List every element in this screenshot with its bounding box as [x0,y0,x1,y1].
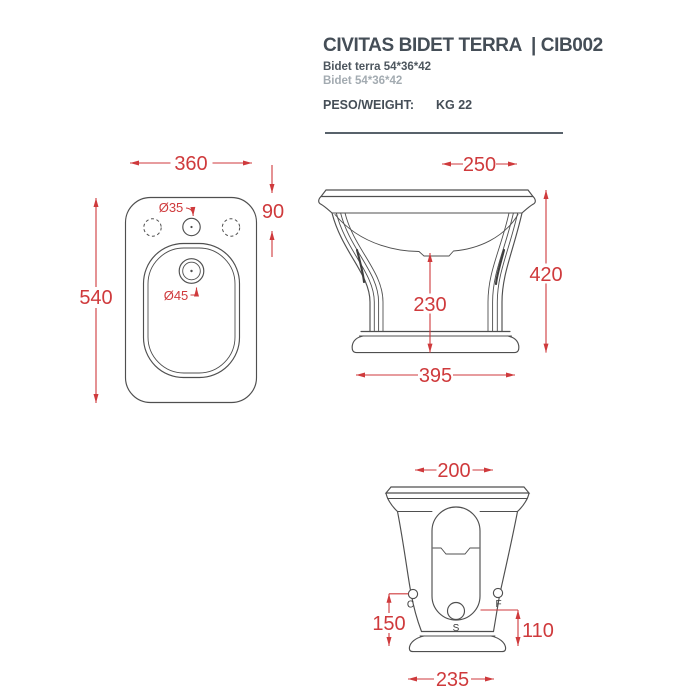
tap-hole-center-mark [190,226,192,228]
callout-drain-diameter [164,288,197,304]
flute-right-2 [497,213,517,332]
rim-molding-right [522,197,535,214]
dim-left-height-label: 150 [372,613,406,635]
flute-left-2 [336,213,374,332]
tap-hole-diameter-label: Ø35 [158,200,184,215]
dim-rear-base-width-label: 235 [435,669,470,691]
tap-hole-optional-left [144,219,161,236]
tap-hole-leader-arrow [186,208,193,216]
shade-stroke-left [357,250,364,282]
callout-tap-hole-diameter [159,200,193,216]
drain-leader-arrow [191,288,197,296]
dimension-top-depth-250 [442,154,517,176]
weight-label: PESO/WEIGHT: [323,98,414,112]
capsule-notch [433,548,479,554]
cold-water-inlet-circle [408,589,417,598]
dim-hole-offset-label: 90 [261,201,285,223]
dimension-left-height-150 [371,594,408,646]
dim-base-depth-label: 395 [418,365,453,387]
flute-left-3 [341,213,379,332]
weight-value: KG 22 [435,98,473,112]
rear-molding-right [518,493,530,512]
basin-rim-inner [148,248,235,373]
basin-bowl-profile [335,215,518,257]
dim-top-width-label: 360 [174,153,208,175]
cold-inlet-label: C [406,599,415,611]
rim-molding-left [319,197,332,214]
rear-body-right [494,512,518,632]
drain-outlet-label: S [452,623,460,634]
dimension-hole-offset-90 [262,165,284,257]
dimension-base-depth-395 [356,365,515,387]
rear-plinth-profile [409,636,505,652]
basin-rim-outer [144,244,240,378]
hot-water-inlet-circle [493,588,502,597]
hot-inlet-label: F [495,599,502,610]
dimension-height-420 [529,190,563,353]
flute-left-4 [345,213,383,332]
dimension-drain-height-230 [413,253,447,353]
dim-rear-top-width-label: 200 [437,460,471,482]
rear-molding-left [386,493,398,512]
drain-diameter-label: Ø45 [163,288,189,303]
dim-right-height-label: 110 [522,620,554,642]
dim-top-length-label: 540 [79,287,113,309]
tap-hole-optional-right [222,219,239,236]
rear-view [371,460,554,691]
dimension-length-540 [78,198,114,403]
drain-outlet-circle [448,603,465,620]
dimension-top-width-200 [415,460,493,482]
bidet-body-outline [126,198,257,403]
dimension-width-360 [130,153,252,175]
product-title: CIVITAS BIDET TERRA | CIB002 [323,35,603,56]
product-subtitle-primary: Bidet terra 54*36*42 [323,61,432,73]
dimension-right-height-110 [481,610,554,646]
rear-rim-slab [386,487,529,493]
drain-center-mark [190,270,192,272]
plinth-profile [352,336,519,353]
product-subtitle-secondary: Bidet 54*36*42 [323,75,403,87]
dim-drain-height-label: 230 [413,294,447,316]
dim-height-label: 420 [529,264,563,286]
top-rim-slab [321,190,533,197]
top-view [78,153,284,403]
side-view [319,154,563,387]
dimension-base-width-235 [408,669,494,691]
dim-top-depth-label: 250 [462,154,497,176]
flute-right-3 [493,213,514,332]
